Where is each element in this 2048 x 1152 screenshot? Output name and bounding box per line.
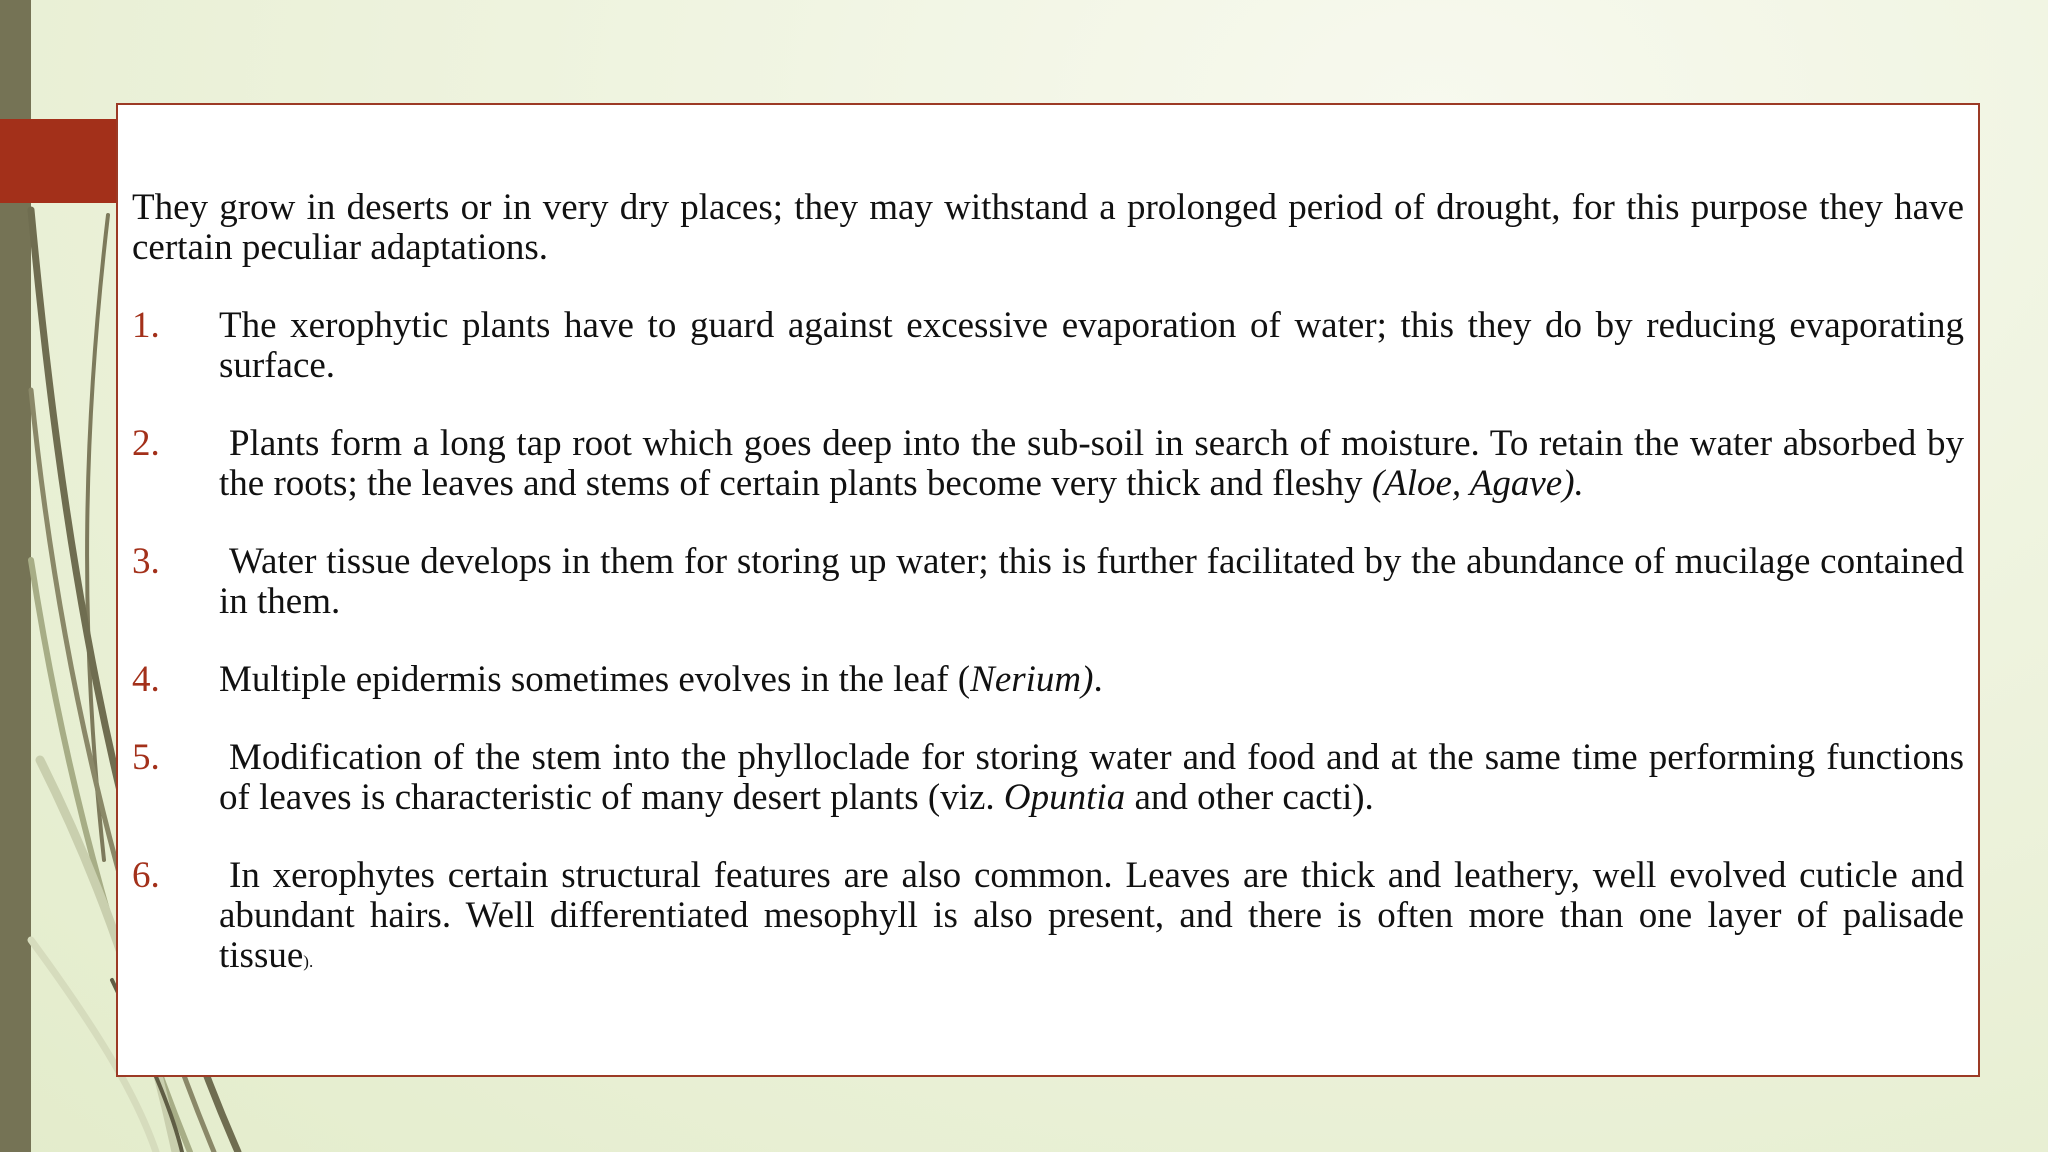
list-number: 1. — [132, 305, 160, 346]
list-item-2 — [132, 424, 1964, 504]
list-text: The xerophytic plants have to guard against excessive evaporation of water; this they do by reducing evaporating surface. — [219, 305, 1964, 386]
intro-paragraph: They grow in deserts or in very dry places; they may withstand a prolonged period of drought, for this purpose they have certain peculiar adaptations. — [132, 187, 1964, 268]
list-text: Modification of the stem into the phylloclade for storing water and food and at the same time performing functions of leaves is characteristic of many desert plants (viz. — [219, 737, 1964, 818]
list-item-4 — [132, 660, 1964, 700]
list-text-small-tail: ). — [303, 952, 314, 971]
slide-body — [132, 188, 1964, 1020]
list-text-tail: . — [1574, 463, 1584, 504]
list-item-5 — [132, 738, 1964, 818]
italic-species: (Aloe, Agave) — [1371, 463, 1575, 504]
list-text: Multiple epidermis sometimes evolves in the leaf ( — [219, 659, 971, 700]
italic-species: Opuntia — [1003, 777, 1126, 818]
list-number: 3. — [132, 541, 160, 582]
list-item-6 — [132, 856, 1964, 982]
accent-block — [0, 119, 118, 203]
list-text: Water tissue develops in them for storing up water; this is further facilitated by the abundance of mucilage contained in them. — [219, 541, 1964, 622]
list-text-tail: and other cacti). — [1125, 777, 1374, 818]
list-number: 2. — [132, 423, 160, 464]
list-item-1 — [132, 306, 1964, 386]
italic-species: Nerium) — [970, 659, 1094, 700]
list-number: 6. — [132, 855, 160, 896]
list-number: 4. — [132, 659, 160, 700]
adaptation-list — [132, 306, 1964, 982]
list-item-3 — [132, 542, 1964, 622]
list-text-tail: . — [1093, 659, 1103, 700]
list-number: 5. — [132, 737, 160, 778]
list-text: Plants form a long tap root which goes deep into the sub-soil in search of moisture. To retain the water absorbed by the roots; the leaves and stems of certain plants become very thick and fleshy — [219, 423, 1964, 504]
list-text: In xerophytes certain structural features are also common. Leaves are thick and leathery, well evolved cuticle and abundant hairs. Well differentiated mesophyll is also present, and there is often more than one layer of palisade tissue — [219, 855, 1964, 976]
